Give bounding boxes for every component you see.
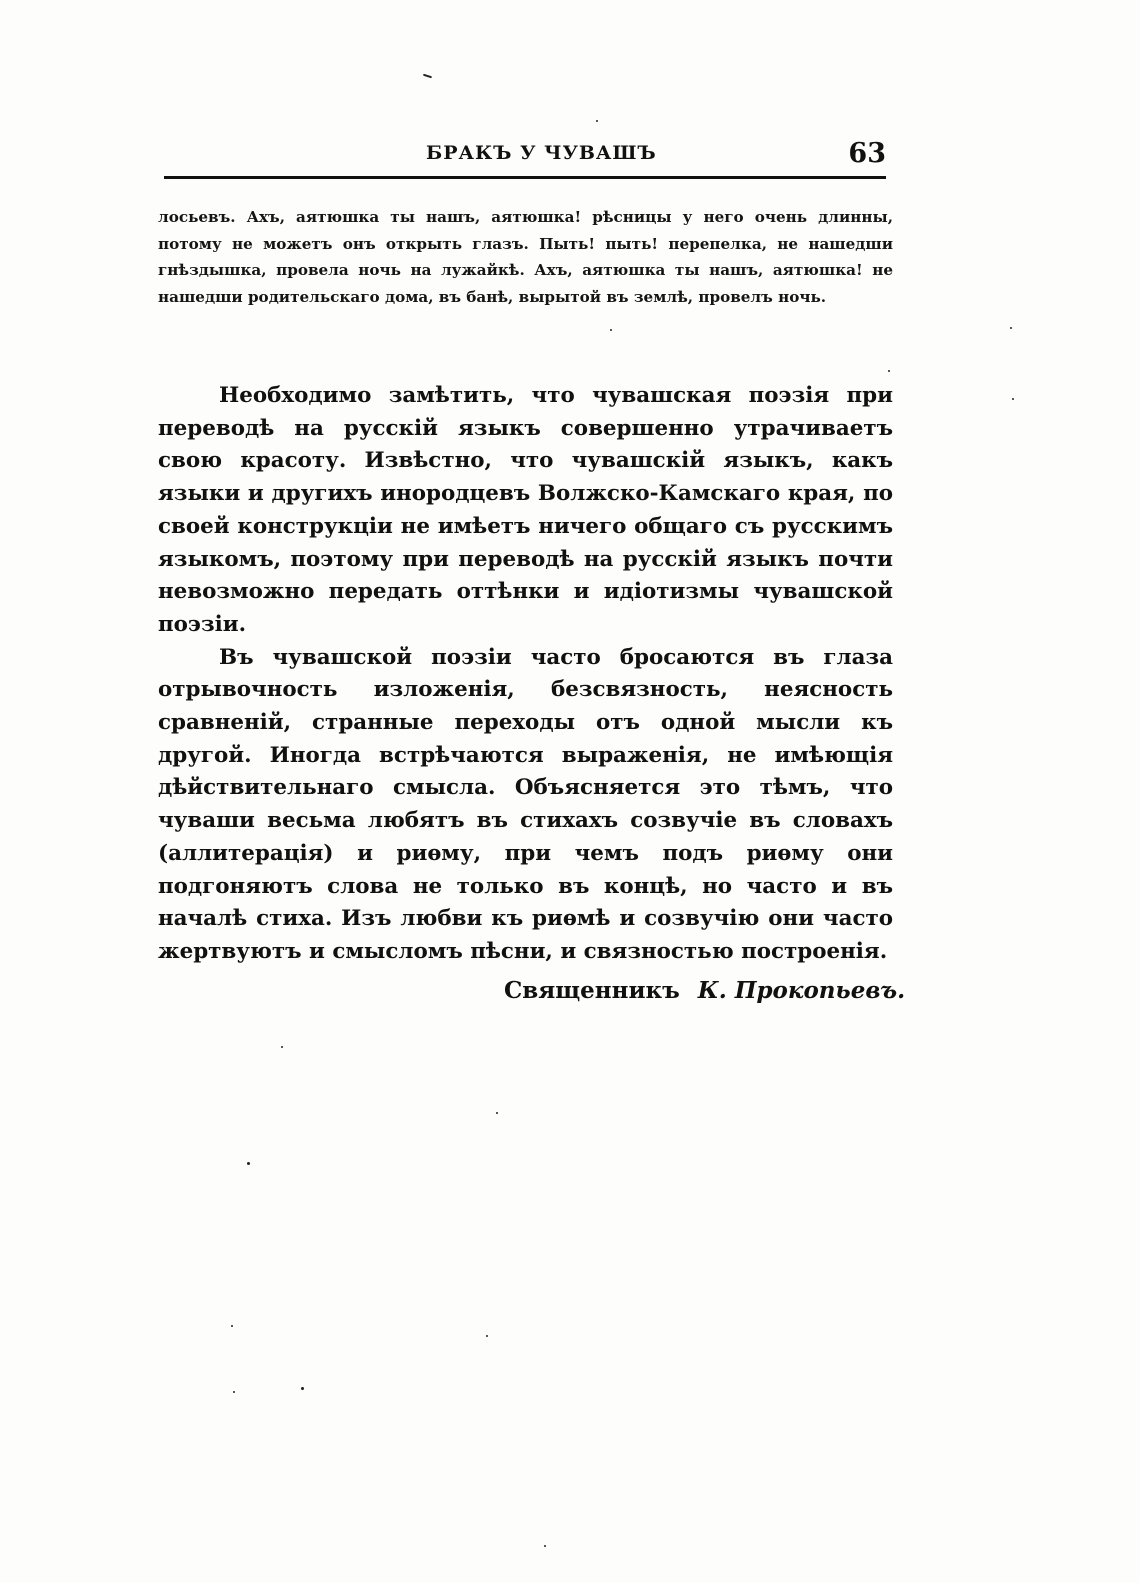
scan-speck bbox=[1010, 327, 1012, 329]
scan-speck bbox=[496, 1112, 498, 1114]
page-number: 63 bbox=[848, 138, 886, 169]
scan-speck bbox=[544, 1545, 546, 1547]
header-rule bbox=[164, 176, 886, 179]
scan-speck bbox=[247, 1162, 250, 1165]
signature-title: Священникъ bbox=[504, 977, 680, 1004]
paragraph-1: Необходимо замѣтить, что чувашская поэзія при переводѣ на русскій языкъ совершенно утрачиваетъ свою красоту. Извѣстно, что чувашскій языкъ, какъ языки и другихъ инородцевъ Волжско-Камскаго края, по своей конструкціи не имѣетъ ничего общаго съ русскимъ языкомъ, поэтому при переводѣ на русскій языкъ почти невозможно передать оттѣнки и идіотизмы чувашской поэзіи. bbox=[158, 383, 893, 637]
scan-speck bbox=[1012, 398, 1014, 400]
verse-note: лосьевъ. Ахъ, аятюшка ты нашъ, аятюшка! рѣсницы у него очень длинны, потому не можетъ онъ открыть глазъ. Пыть! пыть! перепелка, не нашедши гнѣздышка, провела ночь на лужайкѣ. Ахъ, аятюшка ты нашъ, аятюшка! не нашедши родительскаго дома, въ банѣ, вырытой въ землѣ, провелъ ночь. bbox=[158, 208, 893, 306]
scan-speck bbox=[888, 370, 890, 372]
main-text bbox=[158, 380, 893, 969]
scan-speck bbox=[596, 120, 598, 122]
scan-speck bbox=[610, 329, 612, 331]
signature-name: К. Прокопьевъ. bbox=[697, 977, 906, 1004]
signature bbox=[504, 977, 905, 1004]
paragraph-2: Въ чувашской поэзіи часто бросаются въ глаза отрывочность изложенія, безсвязность, неясность сравненій, странные переходы отъ одной мысли къ другой. Иногда встрѣчаются выраженія, не имѣющія дѣйствительнаго смысла. Объясняется это тѣмъ, что чуваши весьма любятъ въ стихахъ созвучіе въ словахъ (аллитерація) и риѳму, при чемъ подъ риѳму они подгоняютъ слова не только въ концѣ, но часто и въ началѣ стиха. Изъ любви къ риѳмѣ и созвучію они часто жертвуютъ и смысломъ пѣсни, и связностью построенія. bbox=[158, 644, 893, 964]
running-head bbox=[164, 140, 886, 174]
scan-speck bbox=[301, 1387, 304, 1390]
scan-speck bbox=[233, 1391, 235, 1393]
scan-speck bbox=[423, 74, 432, 79]
scan-speck bbox=[486, 1335, 488, 1337]
scan-speck bbox=[281, 1046, 283, 1048]
scan-speck bbox=[231, 1325, 233, 1327]
running-title: БРАКЪ У ЧУВАШЪ bbox=[426, 142, 657, 164]
